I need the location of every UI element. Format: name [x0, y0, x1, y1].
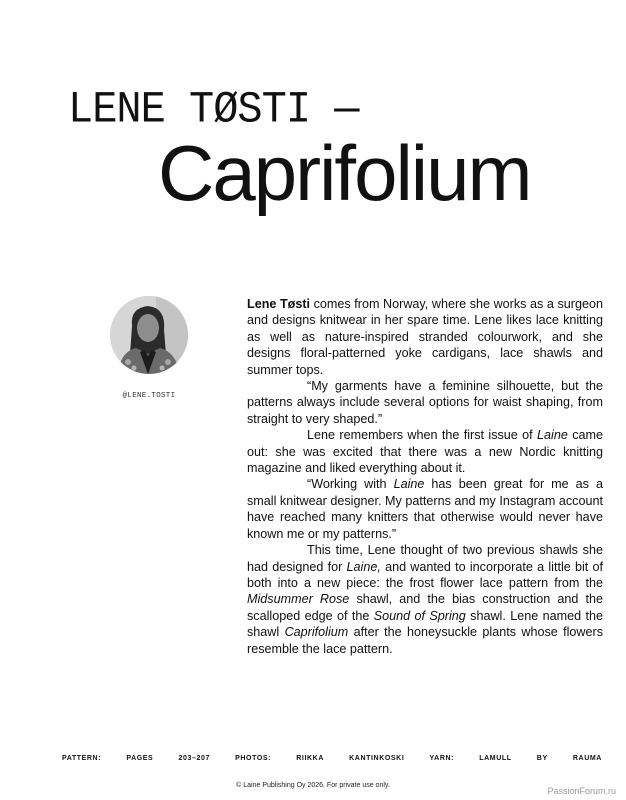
credit-label: YARN: [429, 755, 455, 762]
shawl-name: Midsummer Rose [247, 592, 350, 607]
text-run: shawl, and the bias construction and the scalloped edge of the [247, 592, 604, 623]
watermark: PassionForum.ru [547, 786, 616, 796]
credit-value: RIIKKA [296, 755, 324, 762]
copyright-notice: © Laine Publishing Oy 2026. For private use only. [236, 782, 390, 789]
text-run: and wanted to incorporate a little bit of both into a new piece: the frost flower lace pattern from the [247, 559, 603, 590]
text-run: after the honeysuckle plants whose flowers resemble the lace pattern. [247, 625, 603, 656]
text-run: This time, Lene thought of two previous shawls she had designed for [247, 543, 603, 574]
designer-name-inline: Lene Tøsti [247, 297, 311, 311]
credit-label: PATTERN: [62, 755, 102, 762]
credit-value: BY [536, 755, 548, 762]
text-run: has been great for me as a small knitwear designer. My patterns and my Instagram account have reached many knitters that otherwise would never have known me or my patterns.” [247, 477, 603, 541]
credit-value: LAMULL [479, 755, 512, 762]
magazine-name: Laine, [346, 559, 381, 574]
text-run: Lene remembers when the first issue of [307, 428, 538, 443]
shawl-name: Sound of Spring [373, 608, 466, 623]
credit-value: PAGES [126, 755, 154, 762]
credit-value: 203–207 [178, 755, 210, 762]
magazine-name: Laine [537, 428, 568, 443]
text-run: shawl. Lene named the shawl [247, 608, 603, 640]
text-run: “Working with [307, 477, 394, 492]
magazine-name: Laine [393, 477, 425, 492]
designer-name: LENE TØSTI — [68, 84, 359, 136]
credit-label: PHOTOS: [235, 755, 272, 762]
credits-line [62, 755, 602, 762]
paragraph-quote-1: “My garments have a feminine silhouette, but the patterns always include several options for waist shaping, from straight to very shaped.” [247, 379, 603, 426]
credit-value: KANTINKOSKI [349, 755, 405, 762]
text-run: came out: she was excited that there was a new Nordic knitting magazine and liked everything about it. [247, 428, 603, 476]
credit-value: RAUMA [572, 755, 602, 762]
paragraph-intro [247, 296, 603, 378]
article-body [247, 296, 603, 657]
portrait-photo-icon [110, 296, 188, 374]
instagram-handle: @LENE.TOSTI [122, 392, 176, 400]
paragraph-memory [247, 427, 603, 476]
paragraph-quote-2 [247, 476, 603, 542]
shawl-name: Caprifolium [284, 625, 349, 640]
portrait-photo-icon-graphic [110, 296, 188, 374]
paragraph-intro-text: comes from Norway, where she works as a surgeon and designs knitwear in her spare time. Lene likes lace knitting as well as nature-inspired stranded colourwork, and she designs floral-patterned yoke cardigans, lace shawls and summer tops. [247, 297, 603, 377]
pattern-title: Caprifolium [158, 129, 531, 217]
paragraph-design [247, 542, 603, 657]
